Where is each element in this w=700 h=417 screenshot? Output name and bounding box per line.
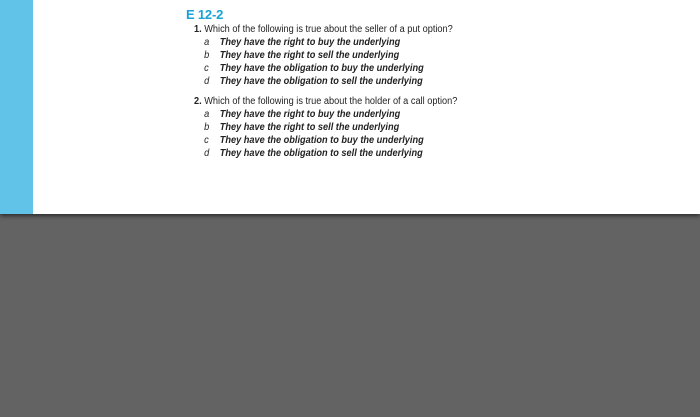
question-number: 1. — [194, 24, 202, 35]
option-text: They have the right to buy the underlying — [219, 37, 401, 48]
option-text: They have the obligation to buy the underlying — [219, 135, 424, 146]
option-letter: b — [204, 50, 210, 61]
option-letter: b — [204, 122, 210, 133]
question-stem — [194, 23, 636, 36]
option-letter: c — [204, 135, 209, 146]
option-text: They have the right to sell the underlying — [219, 50, 400, 61]
question-text: Which of the following is true about the seller of a put option? — [204, 24, 453, 35]
option-letter: a — [204, 109, 210, 120]
answer-option-a — [194, 108, 636, 121]
answer-option-c — [194, 134, 636, 147]
answer-option-a — [194, 36, 636, 49]
option-letter: a — [204, 37, 210, 48]
answer-option-d — [194, 75, 636, 88]
exercise-title: E 12-2 — [186, 7, 224, 22]
option-letter: c — [204, 63, 209, 74]
option-text: They have the obligation to sell the underlying — [219, 76, 423, 87]
question-2 — [194, 95, 674, 160]
question-1 — [194, 23, 674, 88]
option-text: They have the right to buy the underlying — [219, 109, 401, 120]
accent-bar — [0, 0, 33, 214]
answer-option-b — [194, 121, 636, 134]
answer-option-c — [194, 62, 636, 75]
option-text: They have the obligation to sell the underlying — [219, 148, 423, 159]
answer-option-b — [194, 49, 636, 62]
option-letter: d — [204, 76, 210, 87]
option-text: They have the obligation to buy the underlying — [219, 63, 424, 74]
question-stem — [194, 95, 636, 108]
answer-option-d — [194, 147, 636, 160]
question-number: 2. — [194, 96, 202, 107]
option-letter: d — [204, 148, 210, 159]
question-text: Which of the following is true about the holder of a call option? — [204, 96, 458, 107]
option-text: They have the right to sell the underlying — [219, 122, 400, 133]
